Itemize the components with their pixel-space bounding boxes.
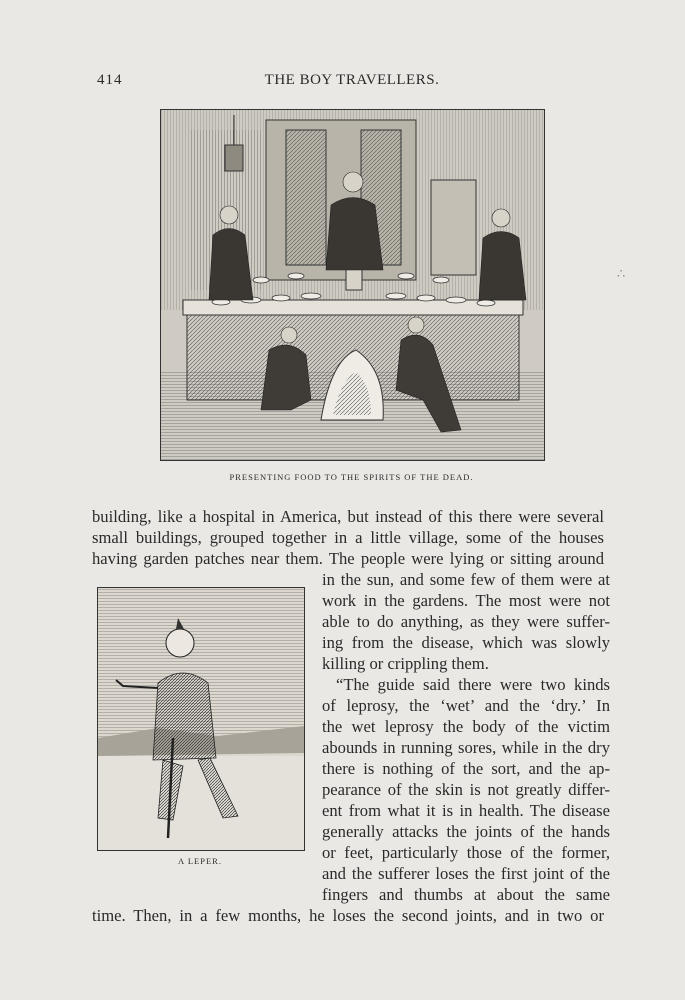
stray-ink-mark: ∴ [617, 266, 626, 281]
text-line: in the sun, and some few of them were at [322, 570, 610, 589]
text-line: able to do anything, as they were suffer- [322, 612, 610, 631]
text-line: generally attacks the joints of the hands [322, 822, 610, 841]
text-line: pearance of the skin is not greatly differ- [322, 780, 610, 799]
text-line: building, like a hospital in America, but instead of this there were several [92, 507, 604, 526]
text-line: time. Then, in a few months, he loses the second joints, and in two or [92, 906, 604, 925]
page-number: 414 [97, 72, 123, 88]
text-line: having garden patches near them. The people were lying or sitting around [92, 549, 604, 568]
text-line: ent from what it is in health. The disease [322, 801, 610, 820]
text-line: “The guide said there were two kinds [336, 675, 610, 694]
running-title: THE BOY TRAVELLERS. [264, 72, 440, 88]
text-line: there is nothing of the sort, and the ap- [322, 759, 610, 778]
figure-caption: A LEPER. [178, 856, 222, 866]
text-line: and the sufferer loses the first joint of the [322, 864, 610, 883]
text-line: or feet, particularly those of the former, [322, 843, 610, 862]
illustration-offering-to-spirits [160, 109, 545, 461]
text-line: the wet leprosy the body of the victim [322, 717, 610, 736]
text-line: of leprosy, the ‘wet’ and the ‘dry.’ In [322, 696, 610, 715]
illustration-leper [97, 587, 305, 851]
figure-caption: PRESENTING FOOD TO THE SPIRITS OF THE DEAD. [229, 472, 474, 482]
text-line: fingers and thumbs at about the same [322, 885, 610, 904]
text-line: ing from the disease, which was slowly [322, 633, 610, 652]
text-line: small buildings, grouped together in a little village, some of the houses [92, 528, 604, 547]
page-header [97, 72, 607, 92]
text-line: killing or crippling them. [322, 654, 489, 673]
text-line: work in the gardens. The most were not [322, 591, 610, 610]
text-line: abounds in running sores, while in the dry [322, 738, 610, 757]
